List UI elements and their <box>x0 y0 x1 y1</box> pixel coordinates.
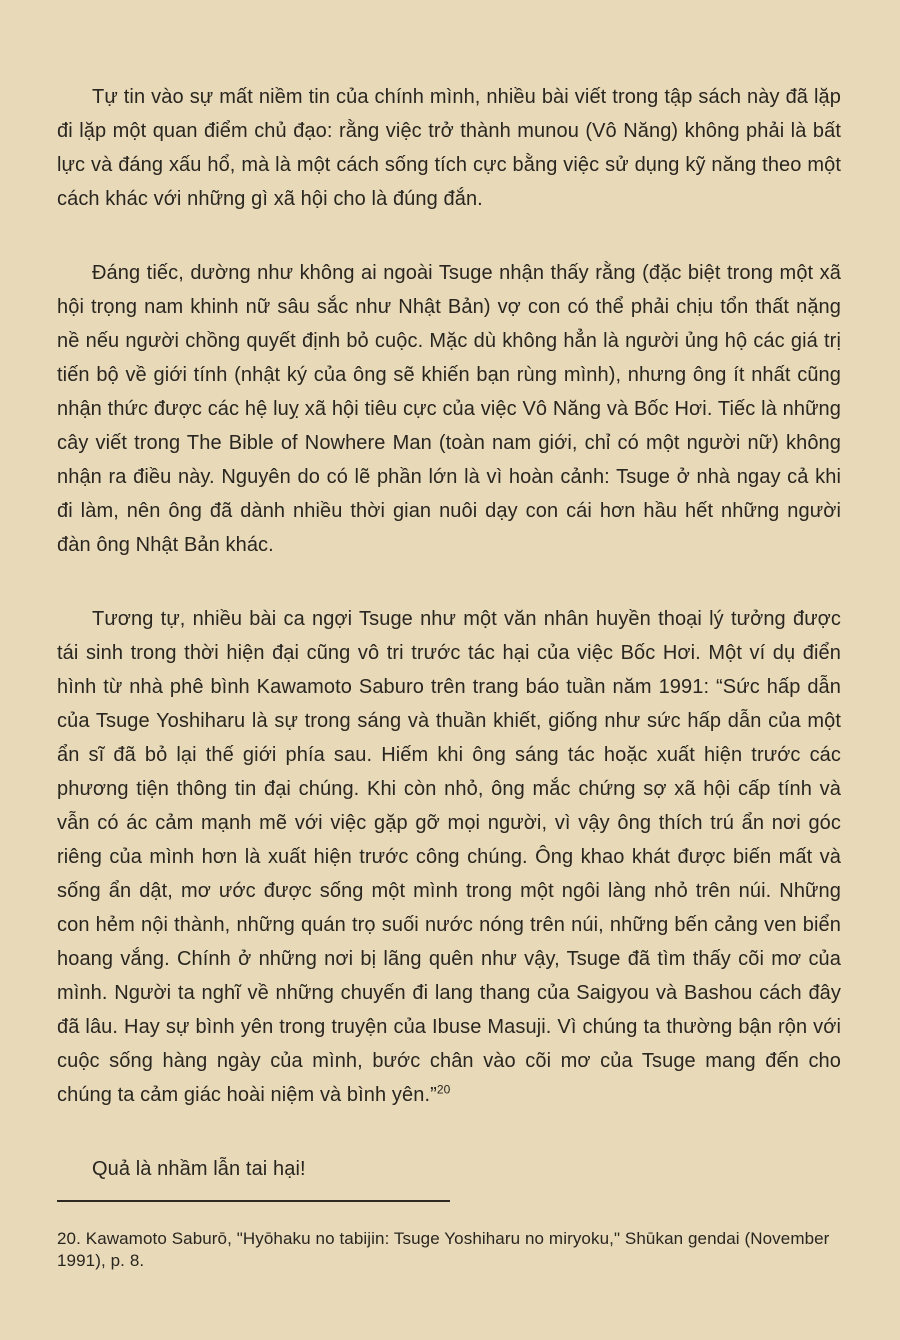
paragraph <box>57 256 841 562</box>
paragraph <box>57 602 841 1112</box>
footnote-section <box>57 1200 841 1272</box>
paragraph <box>57 80 841 216</box>
paragraph-text: Tương tự, nhiều bài ca ngợi Tsuge như một văn nhân huyền thoại lý tưởng được tái sinh trong thời hiện đại cũng vô tri trước tác hại của việc Bốc Hơi. Một ví dụ điển hình từ nhà phê bình Kawamoto Saburo trên trang báo tuần năm 1991: “Sức hấp dẫn của Tsuge Yoshiharu là sự trong sáng và thuần khiết, giống như sức hấp dẫn của một ẩn sĩ đã bỏ lại thế giới phía sau. Hiếm khi ông sáng tác hoặc xuất hiện trước các phương tiện thông tin đại chúng. Khi còn nhỏ, ông mắc chứng sợ xã hội cấp tính và vẫn có ác cảm mạnh mẽ với việc gặp gỡ mọi người, vì vậy ông thích trú ẩn nơi góc riêng của mình hơn là xuất hiện trước công chúng. Ông khao khát được biến mất và sống ẩn dật, mơ ước được sống một mình trong một ngôi làng nhỏ trên núi. Những con hẻm nội thành, những quán trọ suối nước nóng trên núi, những bến cảng ven biển hoang vắng. Chính ở những nơi bị lãng quên như vậy, Tsuge đã tìm thấy cõi mơ của mình. Người ta nghĩ về những chuyến đi lang thang của Saigyou và Bashou cách đây đã lâu. Hay sự bình yên trong truyện của Ibuse Masuji. Vì chúng ta thường bận rộn với cuộc sống hàng ngày của mình, bước chân vào cõi mơ của Tsuge mang đến cho chúng ta cảm giác hoài niệm và bình yên.” <box>57 608 841 1106</box>
footnote-reference: 20 <box>436 1082 451 1097</box>
footnote-text: 20. Kawamoto Saburō, "Hyōhaku no tabijin: Tsuge Yoshiharu no miryoku," Shūkan gendai (November 1991), p. 8. <box>57 1229 830 1270</box>
paragraph <box>57 1152 841 1186</box>
page-body <box>57 80 841 1226</box>
footnote-divider <box>57 1200 450 1202</box>
paragraph-text: Đáng tiếc, dường như không ai ngoài Tsuge nhận thấy rằng (đặc biệt trong một xã hội trọng nam khinh nữ sâu sắc như Nhật Bản) vợ con có thể phải chịu tổn thất nặng nề nếu người chồng quyết định bỏ cuộc. Mặc dù không hẳn là người ủng hộ các giá trị tiến bộ về giới tính (nhật ký của ông sẽ khiến bạn rùng mình), nhưng ông ít nhất cũng nhận thức được các hệ luỵ xã hội tiêu cực của việc Vô Năng và Bốc Hơi. Tiếc là những cây viết trong The Bible of Nowhere Man (toàn nam giới, chỉ có một người nữ) không nhận ra điều này. Nguyên do có lẽ phần lớn là vì hoàn cảnh: Tsuge ở nhà ngay cả khi đi làm, nên ông đã dành nhiều thời gian nuôi dạy con cái hơn hầu hết những người đàn ông Nhật Bản khác. <box>57 262 841 556</box>
paragraph-text: Tự tin vào sự mất niềm tin của chính mình, nhiều bài viết trong tập sách này đã lặp đi lặp một quan điểm chủ đạo: rằng việc trở thành munou (Vô Năng) không phải là bất lực và đáng xấu hổ, mà là một cách sống tích cực bằng việc sử dụng kỹ năng theo một cách khác với những gì xã hội cho là đúng đắn. <box>57 86 841 210</box>
paragraph-text: Quả là nhầm lẫn tai hại! <box>92 1158 306 1180</box>
